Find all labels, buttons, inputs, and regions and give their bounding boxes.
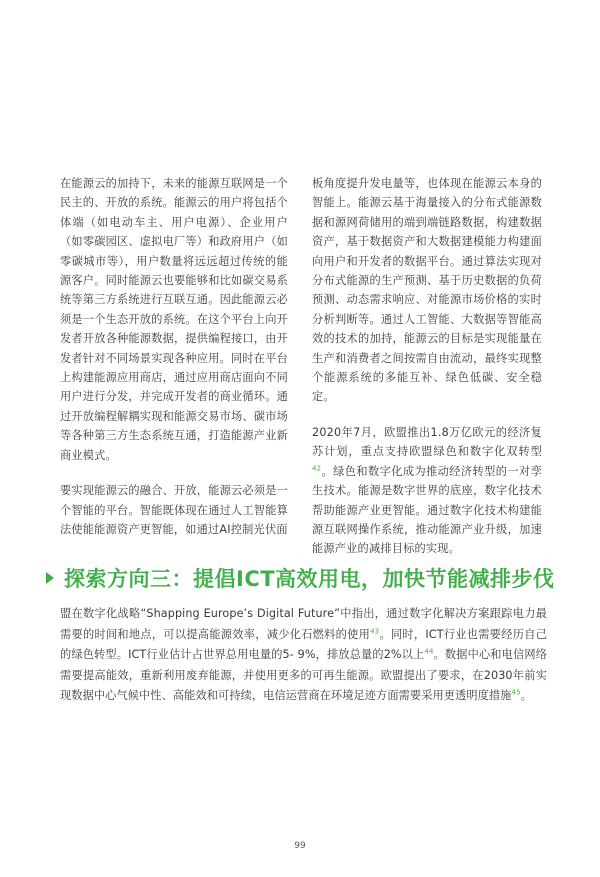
section-heading [46,560,566,596]
right-paragraph-2 [312,423,542,559]
footnote-ref-44[interactable]: 44 [424,647,434,656]
left-paragraph-1: 在能源云的加持下，未来的能源互联网是一个民主的、开放的系统。能源云的用户将包括个体端（如电动车主、用户电源）、企业用户（如零碳园区、虚拟电厂等）和政府用户（如零碳城市等），用户数量将远远超过传统的能源客户。同时能源云也要能够和比如碳交易系统等第三方系统进行互联互通。因此能源云必须是一个生态开放的系统。在这个平台上向开发者开放各种能源数据，提供编程接口，由开发者针对不同场景实现各种应用。同时在平台上构建能源应用商店，通过应用商店面向不同用户进行分发，并完成开发者的商业循环。通过开放编程解耦实现和能源交易市场、碳市场等各种第三方生态系统互通，打造能源产业新商业模式。 [60,177,288,462]
right-paragraph-2-text-b: 。绿色和数字化成为推动经济转型的一对孪生技术。能源是数字世界的底座，数字化技术帮助能源产业更智能。通过数字化技术构建能源互联网操作系统，推动能源产业升级，加速能源产业的减排目标的实现。 [312,464,542,556]
footnote-ref-43[interactable]: 43 [370,626,380,635]
left-paragraph-2: 要实现能源云的融合、开放，能源云必须是一个智能的平台。智能既体现在通过人工智能算法使能能源资产更智能，如通过AI控制光伏面 [60,484,288,536]
right-paragraph-1: 板角度提升发电量等，也体现在能源云本身的智能上。能源云基于海量接入的分布式能源数据和源网荷储用的端到端链路数据，构建数据资产，基于数据资产和大数据建模能力构建面向用户和开发者的数据平台。通过算法实现对分布式能源的生产预测、基于历史数据的负荷预测、动态需求响应、对能源市场价格的实时分析判断等。通过人工智能、大数据等智能高效的技术的加持，能源云的目标是实现能量在生产和消费者之间按需自由流动，最终实现整个能源系统的多能互补、绿色低碳、安全稳定。 [312,177,542,404]
left-column [60,174,288,555]
section-body [60,604,547,707]
page-number: 99 [294,841,306,851]
body-text-b: 。同时，ICT行业也需要经历自己的绿色转型。ICT行业估计占世界总用电量的5- 9%，排放总量的2%以上 [60,627,547,661]
footnote-ref-45[interactable]: 45 [511,688,521,697]
footnote-ref-42[interactable]: 42 [312,463,322,472]
body-text-c: 。数据中心和电信网络需要提高能效，重新利用废弃能源，并使用更多的可再生能源。欧盟提出了要求，在2030年前实现数据中心气候中性、高能效和可持续，电信运营商在环境足迹方面需要采用更透明度措施 [60,648,547,702]
right-column [312,174,542,575]
body-text-d: 。 [520,689,532,702]
triangle-arrow-icon [46,572,54,584]
right-paragraph-2-text-a: 2020年7月，欧盟推出1.8万亿欧元的经济复苏计划，重点支持欧盟绿色和数字化双转型 [312,425,542,459]
section-title: 探索方向三：提倡ICT高效用电，加快节能减排步伐 [64,567,555,591]
body-text-a: 盟在数字化战略“Shapping Europe’s Digital Future”中指出，通过数字化解决方案跟踪电力最需要的时间和地点，可以提高能源效率，减少化石燃料的使用 [60,607,547,641]
